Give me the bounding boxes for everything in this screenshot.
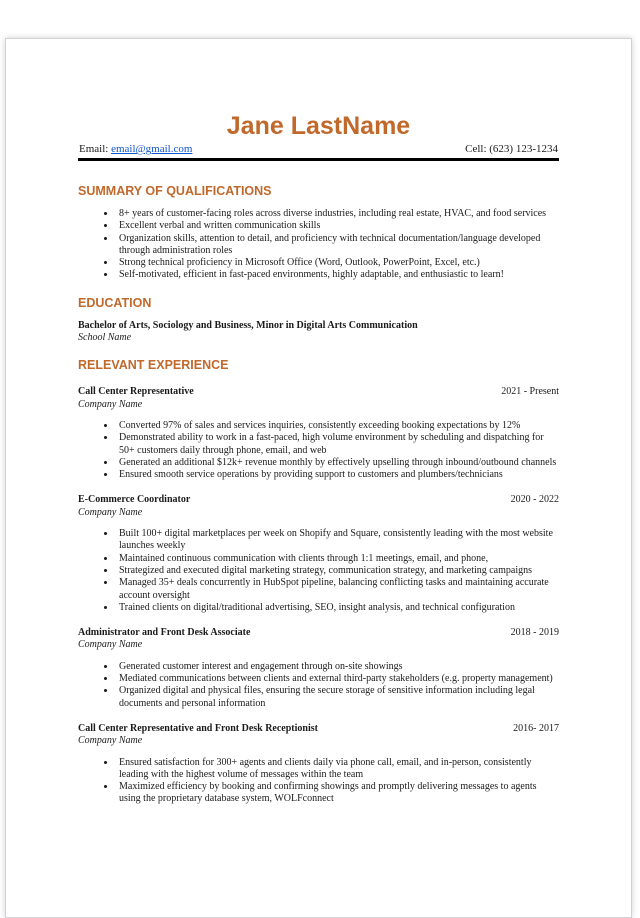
bullet-item: • Built 100+ digital marketplaces per week on Shopify and Square, consistently leading with the most website launches weekly <box>116 528 559 553</box>
company-name: Company Name <box>78 735 143 747</box>
bullet-item: • Generated customer interest and engagement through on-site showings <box>116 661 559 673</box>
section-heading-summary: SUMMARY OF QUALIFICATIONS <box>78 184 272 198</box>
job-title: Call Center Representative and Front Desk Receptionist <box>78 722 318 734</box>
company-name: Company Name <box>78 398 143 410</box>
job-dates: 2020 - 2022 <box>510 494 559 506</box>
job-header <box>78 723 559 735</box>
contact-bar <box>78 141 559 161</box>
bullet-item: • Managed 35+ deals concurrently in HubSpot pipeline, balancing conflicting tasks and maintaining accurate account oversight <box>116 577 559 602</box>
bullet-item: • Excellent verbal and written communication skills <box>116 220 559 232</box>
bullet-item: • Generated an additional $12k+ revenue monthly by effectively upselling through inbound/outbound channels <box>116 457 559 469</box>
company-name: Company Name <box>78 506 143 518</box>
job-bullet-list <box>78 528 559 614</box>
email-line <box>79 142 192 156</box>
school-name: School Name <box>78 332 132 344</box>
job-dates: 2021 - Present <box>501 386 559 398</box>
company-name: Company Name <box>78 639 143 651</box>
bullet-item: • 8+ years of customer-facing roles across diverse industries, including real estate, HVAC, and food services <box>116 208 559 220</box>
email-label: Email: <box>79 143 112 155</box>
bullet-item: • Strategized and executed digital marketing strategy, communication strategy, and marketing campaigns <box>116 565 559 577</box>
bullet-item: • Converted 97% of sales and services inquiries, consistently exceeding booking expectations by 12% <box>116 420 559 432</box>
job-bullet-list <box>78 661 559 710</box>
job-entry <box>78 494 559 614</box>
bullet-item: • Ensured satisfaction for 300+ agents and clients daily via phone call, email, and in-person, consistently leading with the highest volume of messages within the team <box>116 757 559 782</box>
email-link[interactable]: email@gmail.com <box>111 143 193 155</box>
job-bullet-list <box>78 757 559 806</box>
job-title: E-Commerce Coordinator <box>78 494 191 506</box>
cell-number: Cell: (623) 123-1234 <box>465 143 558 155</box>
resume-page <box>5 38 632 918</box>
job-entry <box>78 723 559 806</box>
job-title: Call Center Representative <box>78 386 194 398</box>
resume-name: Jane LastName <box>226 112 411 140</box>
job-header <box>78 386 559 398</box>
bullet-item: • Strong technical proficiency in Microsoft Office (Word, Outlook, PowerPoint, Excel, etc.) <box>116 257 559 269</box>
section-heading-education: EDUCATION <box>78 295 152 310</box>
degree-title: Bachelor of Arts, Sociology and Business, Minor in Digital Arts Communication <box>78 319 418 331</box>
job-title: Administrator and Front Desk Associate <box>78 627 251 639</box>
bullet-item: • Self-motivated, efficient in fast-paced environments, highly adaptable, and enthusiastic to learn! <box>116 269 559 281</box>
bullet-item: • Maintained continuous communication with clients through 1:1 meetings, email, and phone, <box>116 553 559 565</box>
bullet-item: • Ensured smooth service operations by providing support to customers and plumbers/technicians <box>116 469 559 481</box>
bullet-item: • Maximized efficiency by booking and confirming showings and promptly delivering messages to agents using the proprietary database system, WOLFconnect <box>116 781 559 806</box>
bullet-item: • Organization skills, attention to detail, and proficiency with technical documentation/language developed through administration roles <box>116 233 559 258</box>
bullet-item: • Organized digital and physical files, ensuring the secure storage of sensitive information including legal documents and personal information <box>116 685 559 710</box>
section-heading-experience: RELEVANT EXPERIENCE <box>78 358 229 373</box>
bullet-item: • Demonstrated ability to work in a fast-paced, high volume environment by scheduling and dispatching for 50+ customers daily through phone, email, and web <box>116 432 559 457</box>
job-bullet-list <box>78 420 559 481</box>
bullet-item: • Mediated communications between clients and external third-party stakeholders (e.g. property management) <box>116 673 559 685</box>
job-dates: 2016- 2017 <box>513 722 559 734</box>
job-entry <box>78 627 559 710</box>
summary-bullet-list <box>78 208 559 282</box>
job-dates: 2018 - 2019 <box>510 627 559 639</box>
job-header <box>78 627 559 639</box>
job-header <box>78 494 559 506</box>
bullet-item: • Trained clients on digital/traditional advertising, SEO, insight analysis, and technical configuration <box>116 602 559 614</box>
job-entry <box>78 386 559 481</box>
